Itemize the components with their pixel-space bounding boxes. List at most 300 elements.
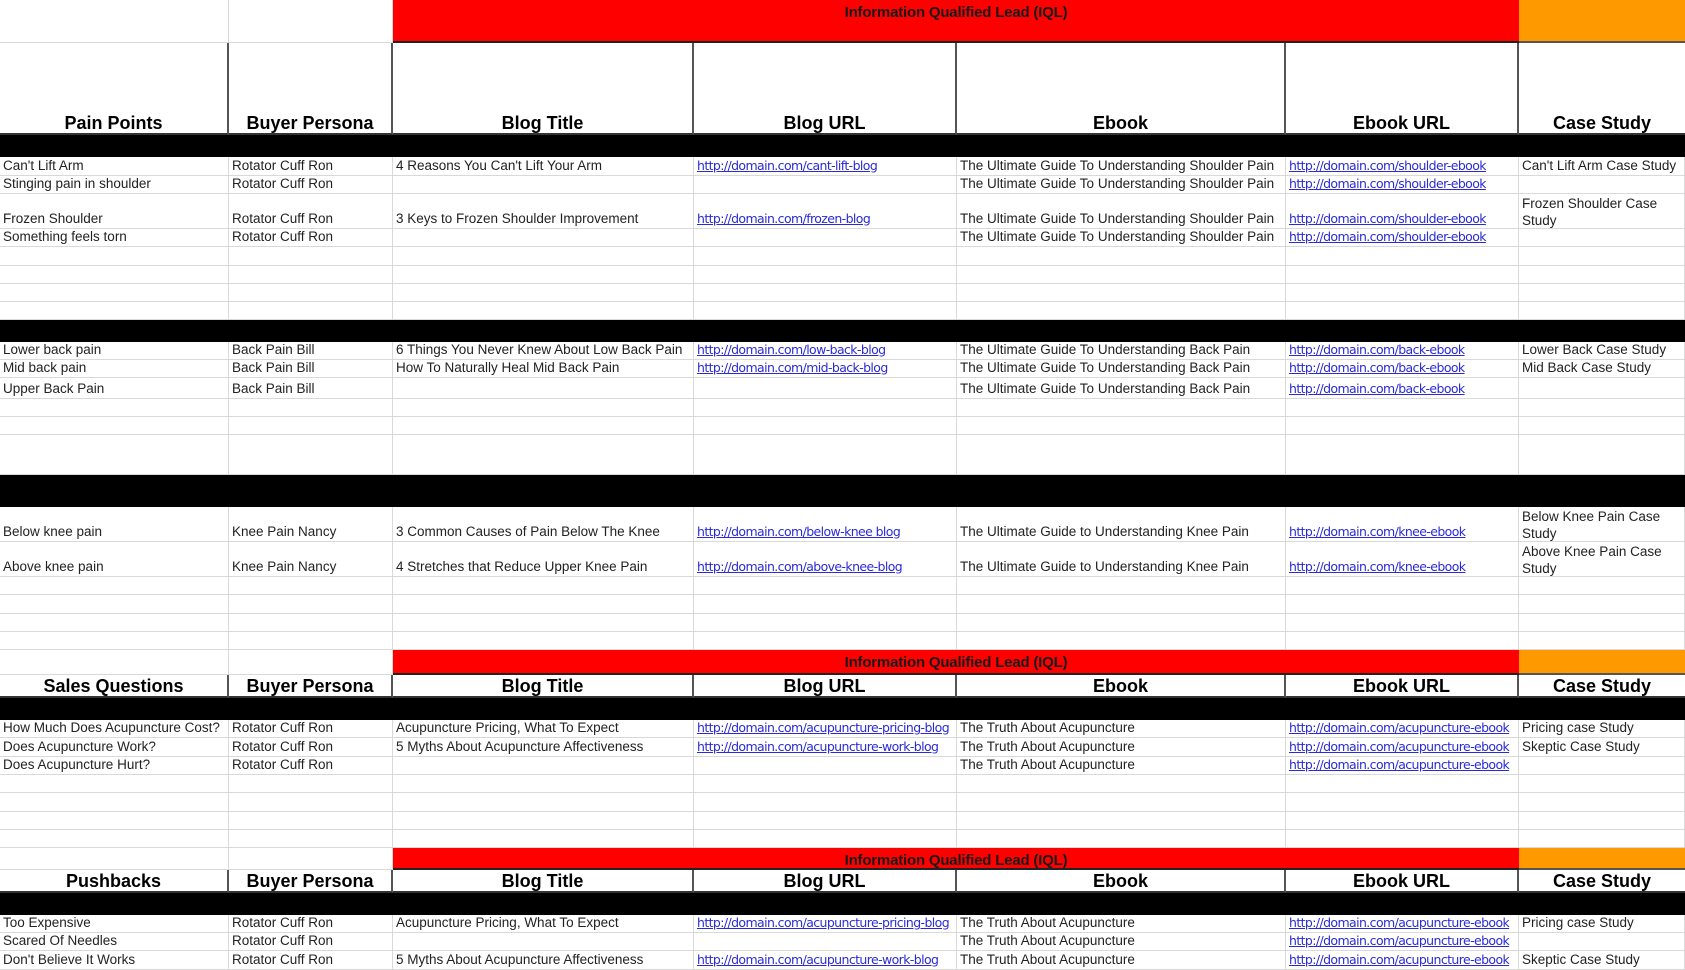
cell-buyer-persona[interactable] xyxy=(229,194,393,229)
empty-row xyxy=(0,302,1685,320)
blog-url-link[interactable]: http://domain.com/mid-back-blog xyxy=(697,360,888,375)
cell-buyer-persona[interactable] xyxy=(229,229,393,247)
cell-buyer-persona[interactable] xyxy=(229,738,393,757)
cell-buyer-persona[interactable] xyxy=(229,595,393,614)
cell-ebook-url[interactable] xyxy=(1286,342,1519,360)
cell-blog-title[interactable] xyxy=(393,933,694,951)
cell-blog-url[interactable] xyxy=(694,614,957,632)
cell-ebook-url[interactable] xyxy=(1286,577,1519,595)
cell-blog-title[interactable] xyxy=(393,378,694,399)
empty-cell[interactable] xyxy=(229,0,393,43)
cell-blog-title[interactable] xyxy=(393,417,694,435)
cell-buyer-persona[interactable] xyxy=(229,399,393,417)
column-header-case-study[interactable]: Case Study xyxy=(1519,675,1685,698)
column-header-buyer-persona[interactable]: Buyer Persona xyxy=(229,870,393,893)
cell-ebook-url[interactable] xyxy=(1286,284,1519,302)
ebook-text: The Truth About Acupuncture xyxy=(960,915,1135,930)
ebook-url-link[interactable]: http://domain.com/knee-ebook xyxy=(1289,524,1466,539)
cell-blog-title[interactable] xyxy=(393,595,694,614)
cell-blog-title[interactable] xyxy=(393,435,694,475)
cell-blog-url[interactable] xyxy=(694,417,957,435)
blog-title-text: 3 Keys to Frozen Shoulder Improvement xyxy=(396,211,639,226)
cell-buyer-persona[interactable] xyxy=(229,951,393,970)
ebook-url-link[interactable]: http://domain.com/acupuncture-ebook xyxy=(1289,720,1510,735)
cell-blog-title[interactable] xyxy=(393,302,694,320)
cell-blog-url[interactable] xyxy=(694,157,957,176)
cell-pain-point[interactable] xyxy=(0,632,229,650)
cell-case-study[interactable] xyxy=(1519,793,1685,812)
column-header-ebook[interactable]: Ebook xyxy=(957,43,1286,135)
cell-ebook-url[interactable] xyxy=(1286,720,1519,738)
cell-blog-url[interactable] xyxy=(694,830,957,848)
cell-blog-title[interactable] xyxy=(393,342,694,360)
cell-pain-point[interactable] xyxy=(0,738,229,757)
cell-pain-point[interactable] xyxy=(0,157,229,176)
ebook-url-link[interactable]: http://domain.com/back-ebook xyxy=(1289,360,1465,375)
cell-blog-title[interactable] xyxy=(393,830,694,848)
cell-ebook[interactable] xyxy=(957,302,1286,320)
cell-case-study[interactable] xyxy=(1519,951,1685,970)
cell-case-study[interactable] xyxy=(1519,176,1685,194)
cell-blog-url[interactable] xyxy=(694,266,957,284)
ebook-text: The Ultimate Guide To Understanding Shoulder Pain xyxy=(960,158,1275,173)
cell-buyer-persona[interactable] xyxy=(229,830,393,848)
cell-ebook-url[interactable] xyxy=(1286,399,1519,417)
cell-pain-point[interactable] xyxy=(0,542,229,577)
buyer-persona-text: Knee Pain Nancy xyxy=(232,524,337,539)
separator-bar xyxy=(0,475,1685,507)
cell-blog-url[interactable] xyxy=(694,435,957,475)
cell-blog-url[interactable] xyxy=(694,632,957,650)
cell-ebook-url[interactable] xyxy=(1286,176,1519,194)
cell-case-study[interactable] xyxy=(1519,933,1685,951)
cell-blog-title[interactable] xyxy=(393,399,694,417)
cell-pain-point[interactable] xyxy=(0,302,229,320)
table-row xyxy=(0,738,1685,757)
iql-label: Information Qualified Lead (IQL) xyxy=(844,852,1068,869)
header-row xyxy=(0,43,1685,135)
cell-case-study[interactable] xyxy=(1519,757,1685,775)
cell-case-study[interactable] xyxy=(1519,775,1685,793)
cell-pain-point[interactable] xyxy=(0,577,229,595)
cell-pain-point[interactable] xyxy=(0,720,229,738)
cell-ebook-url[interactable] xyxy=(1286,951,1519,970)
cell-pain-point[interactable] xyxy=(0,830,229,848)
cell-blog-url[interactable] xyxy=(694,194,957,229)
iql-label: Information Qualified Lead (IQL) xyxy=(844,4,1068,21)
cell-ebook-url[interactable] xyxy=(1286,915,1519,933)
cell-case-study[interactable] xyxy=(1519,342,1685,360)
cell-buyer-persona[interactable] xyxy=(229,933,393,951)
cell-blog-url[interactable] xyxy=(694,399,957,417)
cell-blog-title[interactable] xyxy=(393,507,694,542)
column-header-pain-point[interactable]: Pain Points xyxy=(0,43,229,135)
empty-row xyxy=(0,399,1685,417)
cell-case-study[interactable] xyxy=(1519,157,1685,176)
empty-row xyxy=(0,812,1685,830)
pain-point-text: Don't Believe It Works xyxy=(3,952,136,967)
cell-ebook[interactable] xyxy=(957,360,1286,378)
cell-buyer-persona[interactable] xyxy=(229,775,393,793)
cell-blog-url[interactable] xyxy=(694,342,957,360)
cell-case-study[interactable] xyxy=(1519,378,1685,399)
iql-merged-cell[interactable] xyxy=(393,0,1519,43)
cell-pain-point[interactable] xyxy=(0,176,229,194)
cell-ebook-url[interactable] xyxy=(1286,194,1519,229)
column-header-case-study[interactable]: Case Study xyxy=(1519,870,1685,893)
cell-pain-point[interactable] xyxy=(0,812,229,830)
cell-buyer-persona[interactable] xyxy=(229,614,393,632)
cell-ebook[interactable] xyxy=(957,435,1286,475)
cell-buyer-persona[interactable] xyxy=(229,720,393,738)
cell-buyer-persona[interactable] xyxy=(229,176,393,194)
ebook-url-link[interactable]: http://domain.com/acupuncture-ebook xyxy=(1289,739,1510,754)
cell-pain-point[interactable] xyxy=(0,614,229,632)
cell-pain-point[interactable] xyxy=(0,775,229,793)
empty-cell[interactable] xyxy=(229,848,393,870)
column-header-blog-title[interactable]: Blog Title xyxy=(393,675,694,698)
cell-buyer-persona[interactable] xyxy=(229,793,393,812)
cell-blog-url[interactable] xyxy=(694,757,957,775)
cell-case-study[interactable] xyxy=(1519,830,1685,848)
cell-ebook-url[interactable] xyxy=(1286,775,1519,793)
table-row xyxy=(0,542,1685,577)
column-header-pain-point[interactable]: Pushbacks xyxy=(0,870,229,893)
ebook-url-link[interactable]: http://domain.com/acupuncture-ebook xyxy=(1289,952,1510,967)
cell-ebook-url[interactable] xyxy=(1286,157,1519,176)
cell-case-study[interactable] xyxy=(1519,915,1685,933)
blog-url-link[interactable]: http://domain.com/acupuncture-work-blog xyxy=(697,739,939,754)
cell-pain-point[interactable] xyxy=(0,247,229,266)
iql-merged-cell[interactable] xyxy=(393,650,1519,675)
cell-case-study[interactable] xyxy=(1519,614,1685,632)
cell-ebook[interactable] xyxy=(957,757,1286,775)
cell-case-study[interactable] xyxy=(1519,595,1685,614)
cell-blog-title[interactable] xyxy=(393,266,694,284)
cell-pain-point[interactable] xyxy=(0,378,229,399)
cell-ebook[interactable] xyxy=(957,399,1286,417)
cell-ebook[interactable] xyxy=(957,738,1286,757)
cell-pain-point[interactable] xyxy=(0,399,229,417)
cell-buyer-persona[interactable] xyxy=(229,435,393,475)
ebook-url-link[interactable]: http://domain.com/back-ebook xyxy=(1289,381,1465,396)
cell-pain-point[interactable] xyxy=(0,284,229,302)
cell-case-study[interactable] xyxy=(1519,360,1685,378)
cell-ebook-url[interactable] xyxy=(1286,417,1519,435)
cell-ebook-url[interactable] xyxy=(1286,812,1519,830)
cell-blog-url[interactable] xyxy=(694,176,957,194)
column-header-ebook-url[interactable]: Ebook URL xyxy=(1286,675,1519,698)
case-study-band-cell[interactable] xyxy=(1519,650,1685,675)
column-header-ebook-url[interactable]: Ebook URL xyxy=(1286,870,1519,893)
column-header-blog-title[interactable]: Blog Title xyxy=(393,870,694,893)
empty-cell[interactable] xyxy=(0,848,229,870)
empty-row xyxy=(0,417,1685,435)
cell-ebook[interactable] xyxy=(957,812,1286,830)
cell-blog-url[interactable] xyxy=(694,577,957,595)
cell-pain-point[interactable] xyxy=(0,360,229,378)
cell-ebook-url[interactable] xyxy=(1286,542,1519,577)
cell-ebook[interactable] xyxy=(957,194,1286,229)
cell-ebook[interactable] xyxy=(957,542,1286,577)
cell-pain-point[interactable] xyxy=(0,342,229,360)
cell-blog-title[interactable] xyxy=(393,720,694,738)
cell-blog-title[interactable] xyxy=(393,614,694,632)
column-header-buyer-persona[interactable]: Buyer Persona xyxy=(229,675,393,698)
cell-ebook[interactable] xyxy=(957,775,1286,793)
cell-case-study[interactable] xyxy=(1519,229,1685,247)
cell-case-study[interactable] xyxy=(1519,577,1685,595)
ebook-url-link[interactable]: http://domain.com/acupuncture-ebook xyxy=(1289,915,1510,930)
cell-blog-title[interactable] xyxy=(393,915,694,933)
cell-ebook[interactable] xyxy=(957,577,1286,595)
cell-case-study[interactable] xyxy=(1519,247,1685,266)
empty-cell[interactable] xyxy=(0,650,229,675)
cell-ebook-url[interactable] xyxy=(1286,266,1519,284)
cell-case-study[interactable] xyxy=(1519,284,1685,302)
ebook-url-link[interactable]: http://domain.com/knee-ebook xyxy=(1289,559,1466,574)
cell-case-study[interactable] xyxy=(1519,302,1685,320)
buyer-persona-text: Knee Pain Nancy xyxy=(232,559,337,574)
cell-ebook-url[interactable] xyxy=(1286,793,1519,812)
cell-ebook[interactable] xyxy=(957,632,1286,650)
cell-buyer-persona[interactable] xyxy=(229,302,393,320)
cell-blog-url[interactable] xyxy=(694,595,957,614)
cell-blog-title[interactable] xyxy=(393,176,694,194)
cell-ebook[interactable] xyxy=(957,266,1286,284)
cell-case-study[interactable] xyxy=(1519,435,1685,475)
cell-pain-point[interactable] xyxy=(0,757,229,775)
column-header-blog-url[interactable]: Blog URL xyxy=(694,675,957,698)
cell-buyer-persona[interactable] xyxy=(229,360,393,378)
ebook-url-link[interactable]: http://domain.com/acupuncture-ebook xyxy=(1289,933,1510,948)
cell-blog-title[interactable] xyxy=(393,542,694,577)
cell-ebook[interactable] xyxy=(957,595,1286,614)
cell-ebook[interactable] xyxy=(957,915,1286,933)
cell-ebook[interactable] xyxy=(957,830,1286,848)
blog-url-link[interactable]: http://domain.com/acupuncture-work-blog xyxy=(697,952,939,967)
cell-ebook-url[interactable] xyxy=(1286,378,1519,399)
cell-blog-title[interactable] xyxy=(393,793,694,812)
cell-case-study[interactable] xyxy=(1519,417,1685,435)
cell-ebook-url[interactable] xyxy=(1286,247,1519,266)
ebook-url-link[interactable]: http://domain.com/shoulder-ebook xyxy=(1289,158,1486,173)
cell-ebook[interactable] xyxy=(957,284,1286,302)
cell-pain-point[interactable] xyxy=(0,933,229,951)
cell-blog-title[interactable] xyxy=(393,738,694,757)
table-row xyxy=(0,933,1685,951)
cell-buyer-persona[interactable] xyxy=(229,342,393,360)
separator-bar xyxy=(0,893,1685,915)
cell-pain-point[interactable] xyxy=(0,435,229,475)
cell-buyer-persona[interactable] xyxy=(229,542,393,577)
cell-ebook[interactable] xyxy=(957,176,1286,194)
empty-cell[interactable] xyxy=(229,650,393,675)
cell-ebook-url[interactable] xyxy=(1286,229,1519,247)
cell-ebook-url[interactable] xyxy=(1286,933,1519,951)
blog-url-link[interactable]: http://domain.com/above-knee-blog xyxy=(697,559,903,574)
cell-ebook-url[interactable] xyxy=(1286,830,1519,848)
cell-ebook[interactable] xyxy=(957,507,1286,542)
iql-merged-cell[interactable] xyxy=(393,848,1519,870)
ebook-url-link[interactable]: http://domain.com/acupuncture-ebook xyxy=(1289,757,1510,772)
cell-pain-point[interactable] xyxy=(0,595,229,614)
cell-blog-url[interactable] xyxy=(694,247,957,266)
blog-url-link[interactable]: http://domain.com/below-knee blog xyxy=(697,524,901,539)
cell-ebook-url[interactable] xyxy=(1286,632,1519,650)
cell-ebook[interactable] xyxy=(957,229,1286,247)
cell-blog-url[interactable] xyxy=(694,933,957,951)
cell-blog-title[interactable] xyxy=(393,194,694,229)
empty-row xyxy=(0,284,1685,302)
cell-pain-point[interactable] xyxy=(0,793,229,812)
cell-blog-url[interactable] xyxy=(694,951,957,970)
cell-ebook[interactable] xyxy=(957,933,1286,951)
column-header-blog-url[interactable]: Blog URL xyxy=(694,870,957,893)
ebook-text: The Ultimate Guide to Understanding Knee Pain xyxy=(960,559,1249,574)
cell-blog-title[interactable] xyxy=(393,577,694,595)
cell-ebook[interactable] xyxy=(957,342,1286,360)
cell-pain-point[interactable] xyxy=(0,507,229,542)
cell-blog-title[interactable] xyxy=(393,775,694,793)
cell-blog-url[interactable] xyxy=(694,738,957,757)
cell-blog-url[interactable] xyxy=(694,284,957,302)
ebook-url-link[interactable]: http://domain.com/shoulder-ebook xyxy=(1289,211,1486,226)
buyer-persona-text: Rotator Cuff Ron xyxy=(232,915,334,930)
cell-ebook[interactable] xyxy=(957,247,1286,266)
blog-url-link[interactable]: http://domain.com/acupuncture-pricing-blog xyxy=(697,915,950,930)
case-study-band-cell[interactable] xyxy=(1519,0,1685,43)
empty-row xyxy=(0,614,1685,632)
blog-title-text: 5 Myths About Acupuncture Affectiveness xyxy=(396,739,644,754)
pain-point-text: How Much Does Acupuncture Cost? xyxy=(3,720,220,735)
cell-blog-url[interactable] xyxy=(694,793,957,812)
cell-pain-point[interactable] xyxy=(0,229,229,247)
cell-ebook[interactable] xyxy=(957,720,1286,738)
cell-blog-url[interactable] xyxy=(694,542,957,577)
cell-blog-url[interactable] xyxy=(694,229,957,247)
cell-case-study[interactable] xyxy=(1519,812,1685,830)
cell-buyer-persona[interactable] xyxy=(229,757,393,775)
cell-ebook-url[interactable] xyxy=(1286,435,1519,475)
cell-buyer-persona[interactable] xyxy=(229,284,393,302)
column-header-case-study[interactable]: Case Study xyxy=(1519,43,1685,135)
cell-pain-point[interactable] xyxy=(0,951,229,970)
buyer-persona-text: Back Pain Bill xyxy=(232,381,315,396)
cell-blog-title[interactable] xyxy=(393,812,694,830)
cell-ebook-url[interactable] xyxy=(1286,614,1519,632)
cell-ebook-url[interactable] xyxy=(1286,360,1519,378)
ebook-url-link[interactable]: http://domain.com/back-ebook xyxy=(1289,342,1465,357)
cell-buyer-persona[interactable] xyxy=(229,378,393,399)
cell-buyer-persona[interactable] xyxy=(229,247,393,266)
cell-blog-title[interactable] xyxy=(393,632,694,650)
cell-buyer-persona[interactable] xyxy=(229,632,393,650)
cell-ebook-url[interactable] xyxy=(1286,302,1519,320)
cell-blog-title[interactable] xyxy=(393,360,694,378)
blog-url-link[interactable]: http://domain.com/acupuncture-pricing-blog xyxy=(697,720,950,735)
cell-blog-url[interactable] xyxy=(694,360,957,378)
case-study-band-cell[interactable] xyxy=(1519,848,1685,870)
column-header-pain-point[interactable]: Sales Questions xyxy=(0,675,229,698)
cell-buyer-persona[interactable] xyxy=(229,157,393,176)
cell-buyer-persona[interactable] xyxy=(229,417,393,435)
cell-ebook-url[interactable] xyxy=(1286,738,1519,757)
cell-ebook[interactable] xyxy=(957,417,1286,435)
cell-blog-title[interactable] xyxy=(393,157,694,176)
pain-point-text: Lower back pain xyxy=(3,342,102,357)
column-header-blog-url[interactable]: Blog URL xyxy=(694,43,957,135)
column-header-ebook-url[interactable]: Ebook URL xyxy=(1286,43,1519,135)
cell-buyer-persona[interactable] xyxy=(229,577,393,595)
cell-blog-url[interactable] xyxy=(694,915,957,933)
column-header-buyer-persona[interactable]: Buyer Persona xyxy=(229,43,393,135)
cell-pain-point[interactable] xyxy=(0,194,229,229)
ebook-url-link[interactable]: http://domain.com/shoulder-ebook xyxy=(1289,229,1486,244)
blog-title-text: 3 Common Causes of Pain Below The Knee xyxy=(396,524,660,539)
column-header-blog-title[interactable]: Blog Title xyxy=(393,43,694,135)
iql-label: Information Qualified Lead (IQL) xyxy=(844,654,1068,671)
buyer-persona-text: Rotator Cuff Ron xyxy=(232,933,334,948)
case-study-text: Pricing case Study xyxy=(1522,915,1634,930)
column-header-ebook[interactable]: Ebook xyxy=(957,870,1286,893)
blog-url-link[interactable]: http://domain.com/frozen-blog xyxy=(697,211,871,226)
cell-case-study[interactable] xyxy=(1519,632,1685,650)
cell-blog-title[interactable] xyxy=(393,757,694,775)
cell-case-study[interactable] xyxy=(1519,399,1685,417)
cell-ebook[interactable] xyxy=(957,378,1286,399)
ebook-url-link[interactable]: http://domain.com/shoulder-ebook xyxy=(1289,176,1486,191)
cell-pain-point[interactable] xyxy=(0,417,229,435)
cell-blog-url[interactable] xyxy=(694,720,957,738)
cell-ebook-url[interactable] xyxy=(1286,507,1519,542)
cell-ebook-url[interactable] xyxy=(1286,757,1519,775)
cell-case-study[interactable] xyxy=(1519,194,1685,229)
empty-cell[interactable] xyxy=(0,0,229,43)
blog-url-link[interactable]: http://domain.com/low-back-blog xyxy=(697,342,886,357)
cell-blog-url[interactable] xyxy=(694,507,957,542)
cell-buyer-persona[interactable] xyxy=(229,266,393,284)
cell-case-study[interactable] xyxy=(1519,542,1685,577)
ebook-text: The Truth About Acupuncture xyxy=(960,933,1135,948)
cell-pain-point[interactable] xyxy=(0,915,229,933)
column-header-ebook[interactable]: Ebook xyxy=(957,675,1286,698)
cell-blog-url[interactable] xyxy=(694,302,957,320)
cell-ebook[interactable] xyxy=(957,951,1286,970)
cell-blog-title[interactable] xyxy=(393,951,694,970)
cell-ebook[interactable] xyxy=(957,793,1286,812)
cell-blog-url[interactable] xyxy=(694,378,957,399)
buyer-persona-text: Rotator Cuff Ron xyxy=(232,158,334,173)
cell-case-study[interactable] xyxy=(1519,720,1685,738)
cell-buyer-persona[interactable] xyxy=(229,812,393,830)
cell-ebook-url[interactable] xyxy=(1286,595,1519,614)
cell-blog-title[interactable] xyxy=(393,284,694,302)
cell-buyer-persona[interactable] xyxy=(229,507,393,542)
cell-blog-url[interactable] xyxy=(694,812,957,830)
cell-blog-title[interactable] xyxy=(393,247,694,266)
cell-case-study[interactable] xyxy=(1519,738,1685,757)
cell-blog-title[interactable] xyxy=(393,229,694,247)
cell-case-study[interactable] xyxy=(1519,507,1685,542)
blog-url-link[interactable]: http://domain.com/cant-lift-blog xyxy=(697,158,878,173)
cell-buyer-persona[interactable] xyxy=(229,915,393,933)
cell-blog-url[interactable] xyxy=(694,775,957,793)
cell-ebook[interactable] xyxy=(957,614,1286,632)
cell-case-study[interactable] xyxy=(1519,266,1685,284)
cell-pain-point[interactable] xyxy=(0,266,229,284)
cell-ebook[interactable] xyxy=(957,157,1286,176)
